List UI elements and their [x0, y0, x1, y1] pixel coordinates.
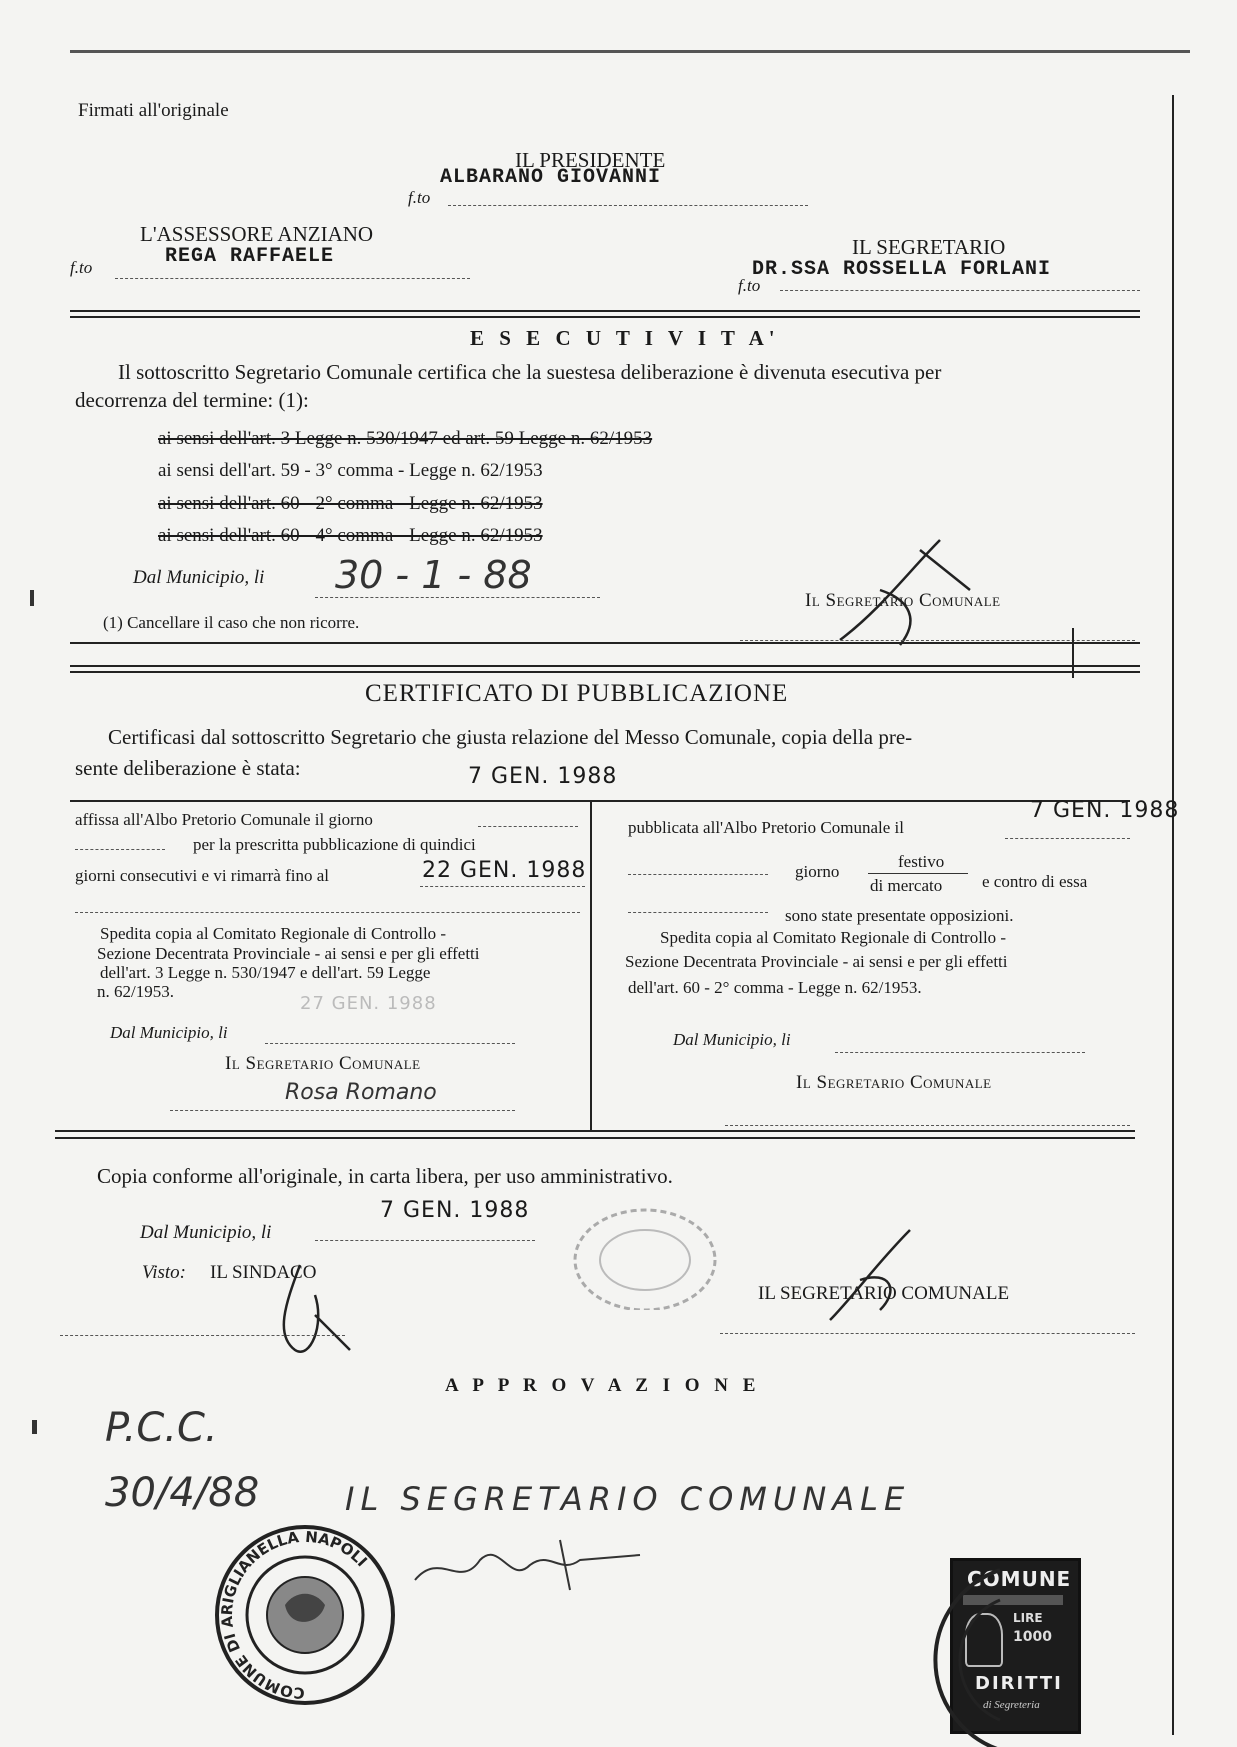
left-sign-line: [170, 1110, 515, 1111]
right-festivo: festivo: [898, 852, 945, 871]
copia-date-line: [315, 1240, 535, 1241]
esecutivita-dal-municipio: Dal Municipio, li: [133, 567, 265, 588]
presidente-line: [448, 205, 808, 206]
right-dal-municipio: Dal Municipio, li: [673, 1030, 791, 1049]
presidente-name: ALBARANO GIOVANNI: [440, 166, 662, 189]
left-blank-line: [75, 912, 580, 913]
esecutivita-option-3: ai sensi dell'art. 60 - 2° comma - Legge n. 62/1953: [158, 493, 543, 514]
left-spedita-4: n. 62/1953.: [97, 982, 174, 1001]
certificato-stamp-date: 7 GEN. 1988: [468, 764, 618, 789]
revenue-stamp-value: 1000: [1013, 1629, 1052, 1645]
revenue-stamp-lire: LIRE: [1013, 1611, 1043, 1625]
copia-segretario-signature: [820, 1220, 940, 1330]
esecutivita-title: E S E C U T I V I T A': [470, 326, 780, 350]
right-sono-state: sono state presentate opposizioni.: [785, 906, 1014, 925]
left-affissa: affissa all'Albo Pretorio Comunale il giorno: [75, 810, 373, 829]
certificato-title: CERTIFICATO DI PUBBLICAZIONE: [365, 680, 789, 707]
right-pub-date: 7 GEN. 1988: [1030, 798, 1180, 823]
right-giorno: giorno: [795, 862, 840, 881]
svg-text:COMUNE DI ARIGLIANELLA NAPOLI: [218, 1528, 371, 1702]
certificato-columns-rule: [70, 800, 1130, 802]
esecutivita-date-line: [315, 597, 600, 598]
left-giorni: giorni consecutivi e vi rimarrà fino al: [75, 866, 329, 885]
copia-stamp-date: 7 GEN. 1988: [380, 1198, 530, 1223]
fto-label-3: f.to: [738, 276, 761, 295]
top-rule: [70, 50, 1190, 53]
approvazione-hand-segretario: IL SEGRETARIO COMUNALE: [345, 1480, 911, 1518]
copia-faded-seal: [565, 1200, 725, 1310]
left-date-line: [265, 1043, 515, 1044]
seal-text: COMUNE DI ARIGLIANELLA NAPOLI: [217, 1527, 371, 1703]
left-fino-line: [420, 886, 585, 887]
left-dal-municipio: Dal Municipio, li: [110, 1023, 228, 1042]
right-pub-line: [1005, 838, 1130, 839]
right-border: [1172, 95, 1174, 1735]
scan-mark-1: [30, 590, 34, 606]
right-spedita-1: Spedita copia al Comitato Regionale di Controllo -: [660, 928, 1007, 947]
right-date-line: [835, 1052, 1085, 1053]
left-spedita-2: Sezione Decentrata Provinciale - ai sensi e per gli effetti: [97, 944, 480, 963]
right-sign-line: [725, 1125, 1130, 1126]
segretario-name: DR.SSA ROSSELLA FORLANI: [752, 258, 1052, 281]
sindaco-signature: [255, 1255, 365, 1365]
left-spedita-1: Spedita copia al Comitato Regionale di Controllo -: [100, 924, 447, 943]
copia-segretario-label: IL SEGRETARIO COMUNALE: [758, 1283, 1010, 1304]
left-per-la: per la prescritta pubblicazione di quindici: [193, 835, 476, 854]
assessore-line: [115, 278, 470, 279]
certificato-rule-b: [70, 665, 1140, 667]
fto-label-1: f.to: [408, 188, 431, 207]
esecutivita-option-4: ai sensi dell'art. 60 - 4° comma - Legge n. 62/1953: [158, 525, 543, 546]
revenue-stamp-diritti: DIRITTI: [975, 1673, 1063, 1694]
left-signature: Rosa Romano: [285, 1080, 437, 1105]
presidente-title: IL PRESIDENTE: [515, 148, 666, 172]
approvazione-signature: [410, 1530, 650, 1600]
right-sono-line: [628, 912, 768, 913]
esecutivita-option-1: ai sensi dell'art. 3 Legge n. 530/1947 ed art. 59 Legge n. 62/1953: [158, 428, 653, 449]
sindaco-sign-line: [60, 1335, 345, 1336]
copia-sindaco: IL SINDACO: [210, 1262, 317, 1283]
esecutivita-rule-top2: [70, 316, 1140, 318]
assessore-title: L'ASSESSORE ANZIANO: [140, 222, 374, 246]
revenue-stamp-segreteria: di Segreteria: [983, 1699, 1040, 1711]
esecutivita-date-handwritten: 30 - 1 - 88: [335, 553, 532, 597]
copia-dal-municipio: Dal Municipio, li: [140, 1222, 272, 1243]
assessore-name: REGA RAFFAELE: [165, 245, 335, 268]
copia-visto: Visto:: [142, 1262, 186, 1283]
approvazione-hand-pcc: P.C.C.: [105, 1405, 218, 1451]
left-fino-date: 22 GEN. 1988: [422, 858, 587, 883]
copia-rule-b: [55, 1137, 1135, 1139]
certificato-line1: Certificasi dal sottoscritto Segretario che giusta relazione del Messo Comunale, copia della pre-: [108, 725, 913, 749]
esecutivita-signature: [820, 530, 1000, 650]
right-segretario-label: Il Segretario Comunale: [796, 1072, 992, 1093]
segretario-title: IL SEGRETARIO: [852, 235, 1006, 259]
esecutivita-note: (1) Cancellare il caso che non ricorre.: [103, 613, 360, 632]
right-di-mercato: di mercato: [870, 876, 943, 895]
right-pubblicata: pubblicata all'Albo Pretorio Comunale il: [628, 818, 904, 837]
right-giorno-line: [628, 874, 768, 875]
copia-sign-line: [720, 1333, 1135, 1334]
revenue-stamp-comune: COMUNE: [967, 1567, 1072, 1591]
certificato-rule-c: [70, 671, 1140, 673]
certificato-line2: sente deliberazione è stata:: [75, 756, 301, 780]
esecutivita-line1: Il sottoscritto Segretario Comunale certifica che la suestesa deliberazione è divenuta esecutiva per: [118, 360, 942, 384]
right-contro: e contro di essa: [982, 872, 1088, 891]
fto-label-2: f.to: [70, 258, 93, 277]
certificato-rule-a: [70, 642, 1140, 644]
certificato-column-divider: [590, 802, 592, 1130]
certificato-tick: [1072, 628, 1074, 678]
firmati-label: Firmati all'originale: [78, 100, 229, 121]
scan-mark-2: [32, 1420, 37, 1434]
left-faded-stamp: 27 GEN. 1988: [300, 993, 437, 1014]
left-per-la-line: [75, 849, 165, 850]
esecutivita-sign-line: [740, 640, 1135, 641]
esecutivita-rule-top: [70, 310, 1140, 312]
approvazione-title: A P P R O V A Z I O N E: [445, 1375, 761, 1396]
esecutivita-option-2: ai sensi dell'art. 59 - 3° comma - Legge n. 62/1953: [158, 460, 543, 481]
esecutivita-segretario-label: Il Segretario Comunale: [805, 590, 1001, 611]
copia-line: Copia conforme all'originale, in carta libera, per uso amministrativo.: [97, 1164, 673, 1188]
copia-rule-a: [55, 1130, 1135, 1132]
left-segretario-label: Il Segretario Comunale: [225, 1053, 421, 1074]
right-spedita-3: dell'art. 60 - 2° comma - Legge n. 62/1953.: [628, 978, 922, 997]
left-affissa-line: [478, 826, 578, 827]
right-fraction-line: [868, 873, 968, 874]
segretario-line: [780, 290, 1140, 291]
right-spedita-2: Sezione Decentrata Provinciale - ai sensi e per gli effetti: [625, 952, 1008, 971]
esecutivita-line2: decorrenza del termine: (1):: [75, 388, 309, 412]
approvazione-hand-date: 30/4/88: [105, 1470, 260, 1516]
partial-seal: [890, 1560, 1010, 1747]
left-spedita-3: dell'art. 3 Legge n. 530/1947 e dell'art. 59 Legge: [100, 963, 431, 982]
municipal-seal-text: [210, 1520, 400, 1710]
